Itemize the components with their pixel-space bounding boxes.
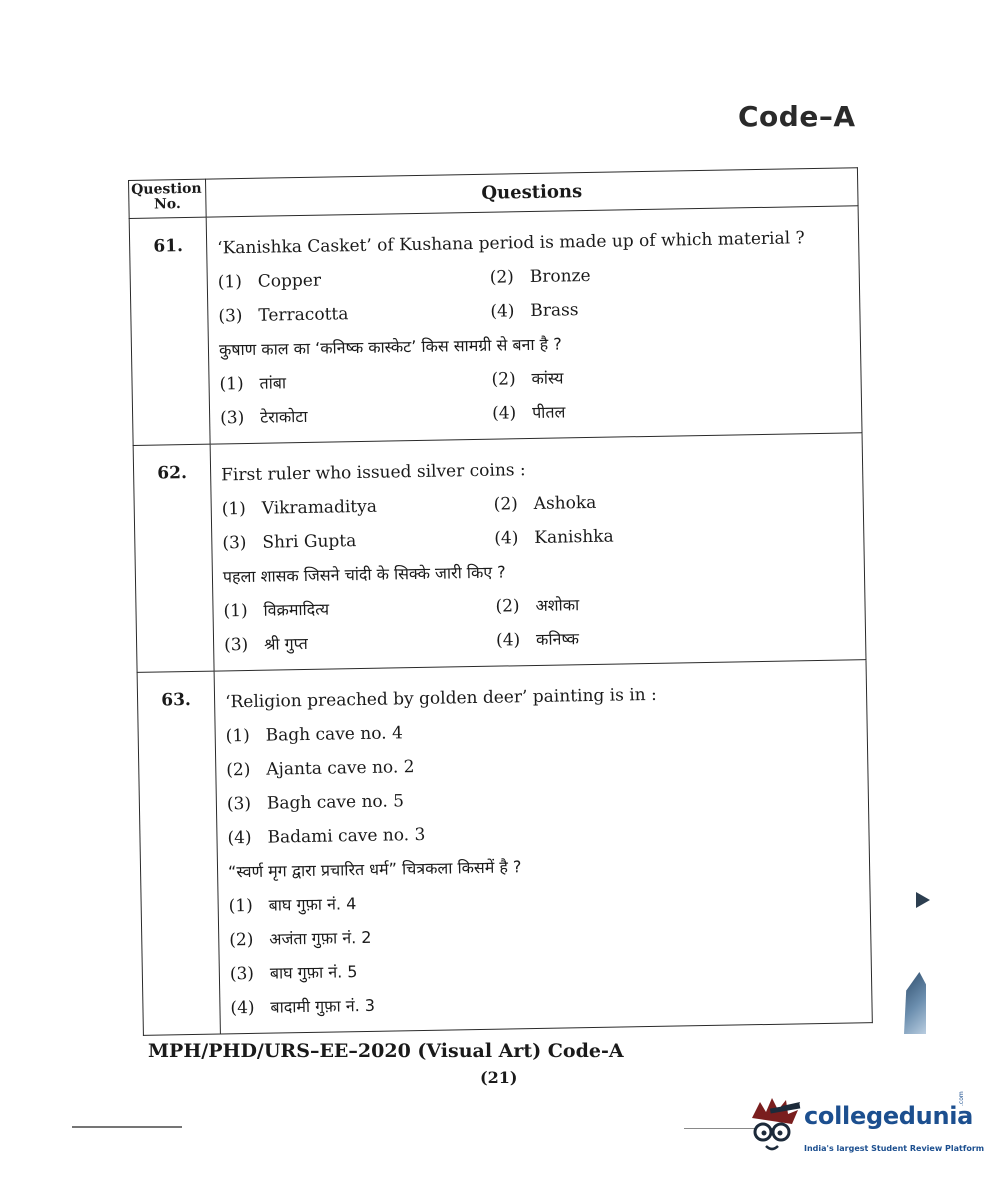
option-2: (2) Ashoka xyxy=(493,492,597,515)
questions-header: Questions xyxy=(205,168,858,217)
scan-arrow-mark xyxy=(916,892,930,908)
question-body xyxy=(206,206,862,444)
option-3: (3) Bagh cave no. 5 xyxy=(226,791,405,815)
question-number: 62. xyxy=(133,444,214,672)
question-text-hindi: “स्वर्ण मृग द्वारा प्रचारित धर्म” चित्रकला किसमें है ? xyxy=(227,857,522,882)
brand-name: collegedunia xyxy=(804,1102,974,1130)
option-2-hindi: (2) अजंता गुफ़ा नं. 2 xyxy=(229,927,372,951)
question-number: 63. xyxy=(137,671,220,1035)
question-text-hindi: पहला शासक जिसने चांदी के सिक्के जारी किए ? xyxy=(222,562,506,587)
exam-footer-title: MPH/PHD/URS–EE–2020 (Visual Art) Code-A xyxy=(148,1040,624,1062)
option-3: (3) Shri Gupta xyxy=(222,531,357,554)
option-1: (1) Copper xyxy=(217,270,322,293)
question-text-english: ‘Religion preached by golden deer’ painting is in : xyxy=(224,684,657,713)
option-1: (1) Bagh cave no. 4 xyxy=(225,723,403,747)
questions-table xyxy=(128,167,873,1036)
question-row-63 xyxy=(137,660,872,1036)
option-2: (2) Ajanta cave no. 2 xyxy=(226,757,415,781)
option-2: (2) Bronze xyxy=(489,265,591,288)
paper-code: Code–A xyxy=(738,100,856,133)
option-3-hindi: (3) श्री गुप्त xyxy=(223,633,308,656)
option-4-hindi: (4) कनिष्क xyxy=(495,629,580,651)
option-1-hindi: (1) तांबा xyxy=(219,373,287,395)
scan-mark-left xyxy=(72,1126,182,1128)
question-text-english: ‘Kanishka Casket’ of Kushana period is made up of which material ? xyxy=(217,228,805,259)
option-4-hindi: (4) पीतल xyxy=(491,402,566,424)
question-row-61 xyxy=(129,206,862,446)
question-number-header: Question No. xyxy=(129,179,207,218)
question-row-62 xyxy=(133,433,866,673)
option-3-hindi: (3) बाघ गुफ़ा नं. 5 xyxy=(229,962,358,985)
brand-suffix: .com xyxy=(958,1091,965,1106)
option-1-hindi: (1) बाघ गुफ़ा नं. 4 xyxy=(228,894,357,917)
option-2-hindi: (2) अशोका xyxy=(495,595,580,617)
brand-tagline: India's largest Student Review Platform xyxy=(804,1144,985,1153)
option-2-hindi: (2) कांस्य xyxy=(491,368,564,390)
option-4: (4) Kanishka xyxy=(494,526,614,549)
option-3-hindi: (3) टेराकोटा xyxy=(220,406,308,429)
page-number: (21) xyxy=(480,1068,518,1087)
question-number: 61. xyxy=(129,217,210,445)
option-4: (4) Badami cave no. 3 xyxy=(227,824,426,849)
scan-edge-mark xyxy=(904,972,926,1034)
question-text-hindi: कुषाण काल का ‘कनिष्क कास्केट’ किस सामग्री से बना है ? xyxy=(218,334,562,360)
question-sheet xyxy=(128,167,873,1032)
question-text-english: First ruler who issued silver coins : xyxy=(220,460,526,486)
question-body xyxy=(210,433,866,671)
option-1-hindi: (1) विक्रमादित्य xyxy=(223,599,330,622)
collegedunia-watermark xyxy=(746,1091,985,1166)
option-1: (1) Vikramaditya xyxy=(221,496,378,520)
option-4-hindi: (4) बादामी गुफ़ा नं. 3 xyxy=(230,995,376,1019)
option-4: (4) Brass xyxy=(490,300,579,322)
option-3: (3) Terracotta xyxy=(218,304,349,327)
mascot-icon xyxy=(746,1096,802,1158)
question-body xyxy=(214,660,872,1034)
